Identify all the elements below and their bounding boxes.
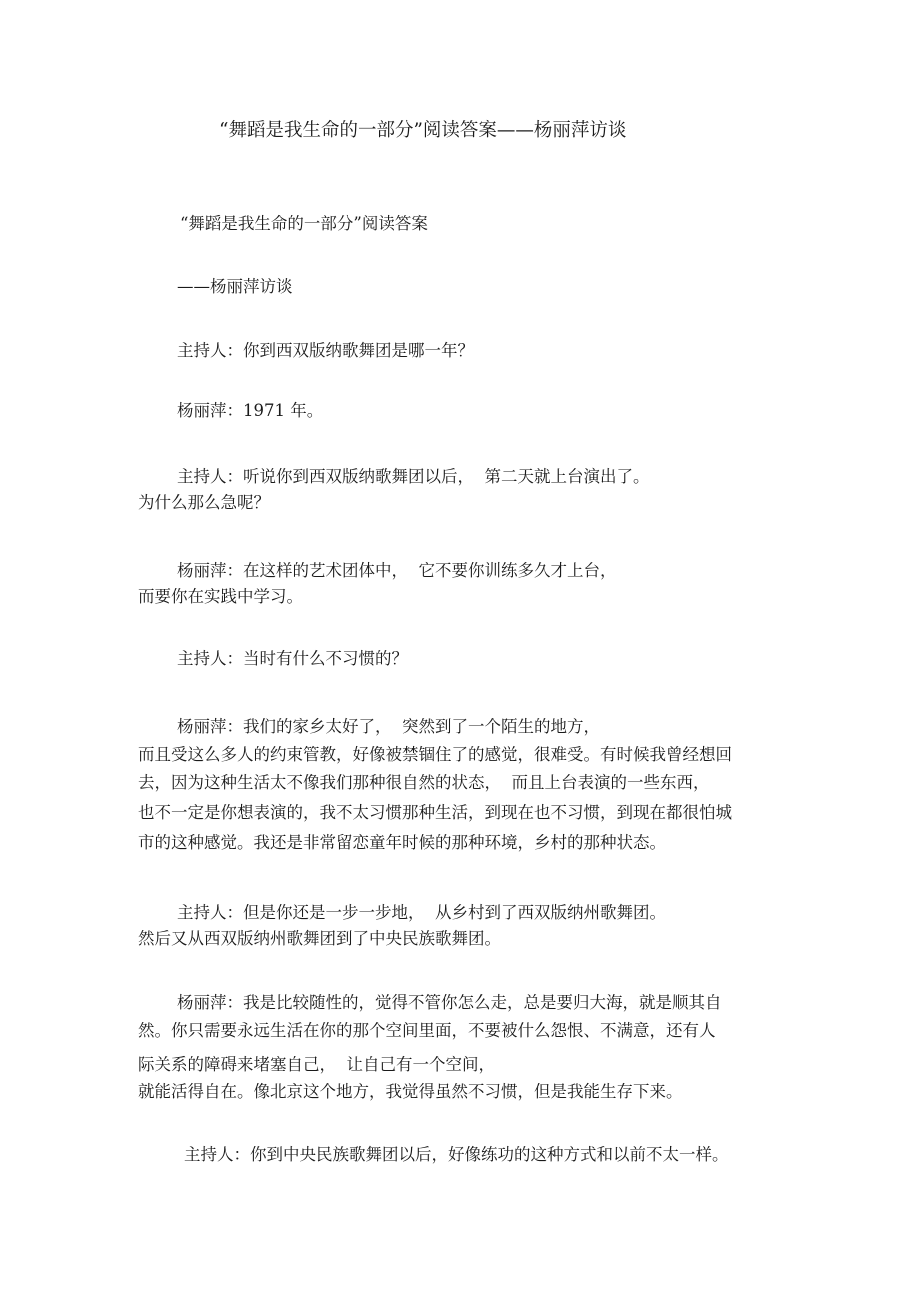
dialogue-line: 主持人：听说你到西双版纳歌舞团以后， 第二天就上台演出了。	[177, 467, 650, 486]
document-byline: ——杨丽萍访谈	[177, 277, 293, 296]
dialogue-line: 为什么那么急呢？	[138, 493, 270, 512]
dialogue-line: 主持人：你到西双版纳歌舞团是哪一年？	[177, 341, 474, 360]
dialogue-line: 去，因为这种生活太不像我们那种很自然的状态， 而且上台表演的一些东西，	[138, 773, 710, 792]
document-subtitle: “舞蹈是我生命的一部分”阅读答案	[180, 214, 428, 233]
dialogue-line: 主持人：但是你还是一步一步地， 从乡村到了西双版纳州歌舞团。	[177, 903, 666, 922]
dialogue-line: 杨丽萍：在这样的艺术团体中， 它不要你训练多久才上台，	[177, 561, 617, 580]
dialogue-line: 而要你在实践中学习。	[138, 587, 303, 606]
dialogue-line: 也不一定是你想表演的，我不太习惯那种生活，到现在也不习惯，到现在都很怕城	[138, 803, 732, 822]
dialogue-line: 际关系的障碍来堵塞自己， 让自己有一个空间，	[138, 1055, 495, 1074]
dialogue-line: 杨丽萍：我是比较随性的，觉得不管你怎么走，总是要归大海，就是顺其自	[177, 993, 722, 1012]
dialogue-line: 然后又从西双版纳州歌舞团到了中央民族歌舞团。	[138, 929, 501, 948]
dialogue-line: 而且受这么多人的约束管教，好像被禁锢住了的感觉，很难受。有时候我曾经想回	[138, 745, 732, 764]
document-title: “舞蹈是我生命的一部分”阅读答案——杨丽萍访谈	[219, 120, 627, 141]
dialogue-line: 主持人：你到中央民族歌舞团以后，好像练功的这种方式和以前不太一样。	[184, 1145, 729, 1164]
dialogue-line: 市的这种感觉。我还是非常留恋童年时候的那种环境，乡村的那种状态。	[138, 833, 666, 852]
dialogue-line: 杨丽萍：我们的家乡太好了， 突然到了一个陌生的地方，	[177, 717, 600, 736]
dialogue-line: 然。你只需要永远生活在你的那个空间里面，不要被什么怨恨、不满意，还有人	[138, 1021, 716, 1040]
dialogue-line: 主持人：当时有什么不习惯的？	[177, 649, 408, 668]
dialogue-line: 就能活得自在。像北京这个地方，我觉得虽然不习惯，但是我能生存下来。	[138, 1082, 683, 1101]
dialogue-line: 杨丽萍：1971 年。	[177, 401, 324, 420]
